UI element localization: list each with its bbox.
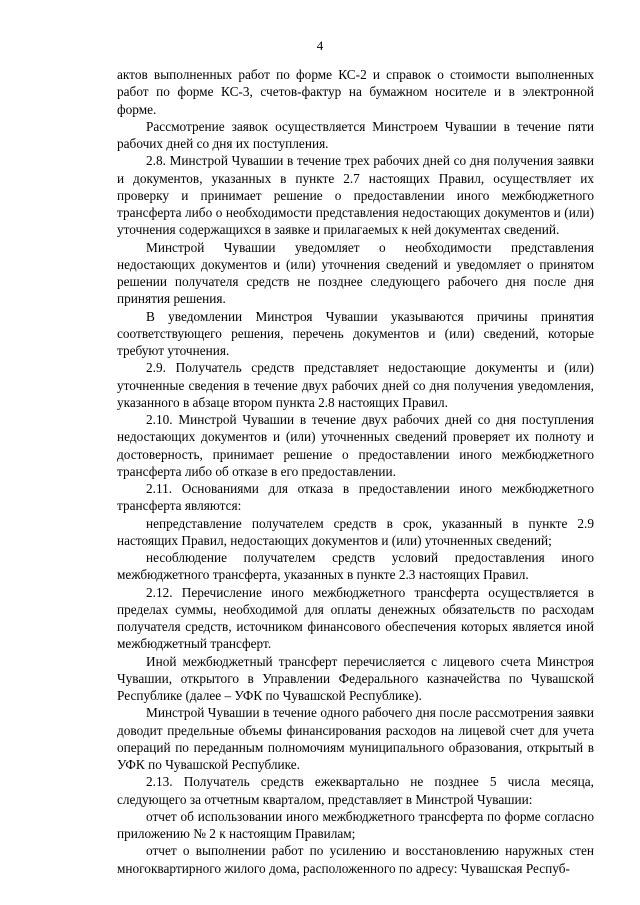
paragraph-refusal-ground-1: непредставление получателем средств в срок, указанный в пункте 2.9 настоящих Правил, недостающих документов и (или) уточненных сведений; xyxy=(117,515,594,548)
paragraph-2-11: 2.11. Основаниями для отказа в предоставлении иного межбюджетного трансферта являются: xyxy=(117,481,594,514)
paragraph-2-8: 2.8. Минстрой Чувашии в течение трех рабочих дней со дня получения заявки и документов, указанных в пункте 2.7 настоящих Правил, осуществляет их проверку и принимает решение о предоставлении иного межбюджетного трансферта либо о необходимости представления недостающих документов и (или) уточнения содержащихся в заявке и прилагаемых к ней документах сведений. xyxy=(117,153,594,238)
page-number: 4 xyxy=(316,38,324,53)
paragraph-notification-reasons: В уведомлении Минстроя Чувашии указываются причины принятия соответствующего решения, перечень документов и (или) сведений, которые требуют уточнения. xyxy=(117,308,594,358)
paragraph-2-10: 2.10. Минстрой Чувашии в течение двух рабочих дней со дня поступления недостающих документов и (или) уточненных сведений проверяет их полноту и достоверность, принимает решение о предоставлении иного межбюджетного трансферта либо об отказе в его предоставлении. xyxy=(117,412,594,479)
paragraph-2-12: 2.12. Перечисление иного межбюджетного трансферта осуществляется в пределах суммы, необходимой для оплаты денежных обязательств по расходам получателя средств, источником финансового обеспечения которых является иной межбюджетный трансферт. xyxy=(117,584,594,652)
paragraph-transfer-account: Иной межбюджетный трансферт перечисляется с лицевого счета Минстроя Чувашии, открытого в Управлении Федерального казначейства по Чувашской Республике (далее – УФК по Чувашской Республике). xyxy=(117,653,594,703)
paragraph-review-period: Рассмотрение заявок осуществляется Минстроем Чувашии в течение пяти рабочих дней со дня их поступления. xyxy=(117,118,594,151)
paragraph-2-13: 2.13. Получатель средств ежеквартально не позднее 5 числа месяца, следующего за отчетным кварталом, представляет в Минстрой Чувашии: xyxy=(117,774,594,807)
paragraph-report-works: отчет о выполнении работ по усилению и восстановлению наружных стен многоквартирного жилого дома, расположенного по адресу: Чувашская Респуб- xyxy=(117,843,594,876)
paragraph-2-9: 2.9. Получатель средств представляет недостающие документы и (или) уточненные сведения в течение двух рабочих дней со дня получения уведомления, указанного в абзаце втором пункта 2.8 настоящих Правил. xyxy=(117,360,594,410)
document-body xyxy=(117,66,594,877)
paragraph-financing-limits: Минстрой Чувашии в течение одного рабочего дня после рассмотрения заявки доводит предельные объемы финансирования расходов на лицевой счет для учета операций по переданным полномочиям муниципального образования, открытый в УФК по Чувашской Республике. xyxy=(117,705,594,772)
paragraph-continuation: актов выполненных работ по форме КС-2 и справок о стоимости выполненных работ по форме КС-3, счетов-фактур на бумажном носителе и в электронной форме. xyxy=(117,67,594,117)
paragraph-report-usage: отчет об использовании иного межбюджетного трансферта по форме согласно приложению № 2 к настоящим Правилам; xyxy=(117,808,594,841)
paragraph-notification: Минстрой Чувашии уведомляет о необходимости представления недостающих документов и (или) уточнения сведений и уведомляет о принятом решении получателя средств не позднее следующего рабочего дня после дня принятия решения. xyxy=(117,239,594,307)
paragraph-refusal-ground-2: несоблюдение получателем средств условий предоставления иного межбюджетного трансферта, указанных в пункте 2.3 настоящих Правил. xyxy=(117,550,594,583)
